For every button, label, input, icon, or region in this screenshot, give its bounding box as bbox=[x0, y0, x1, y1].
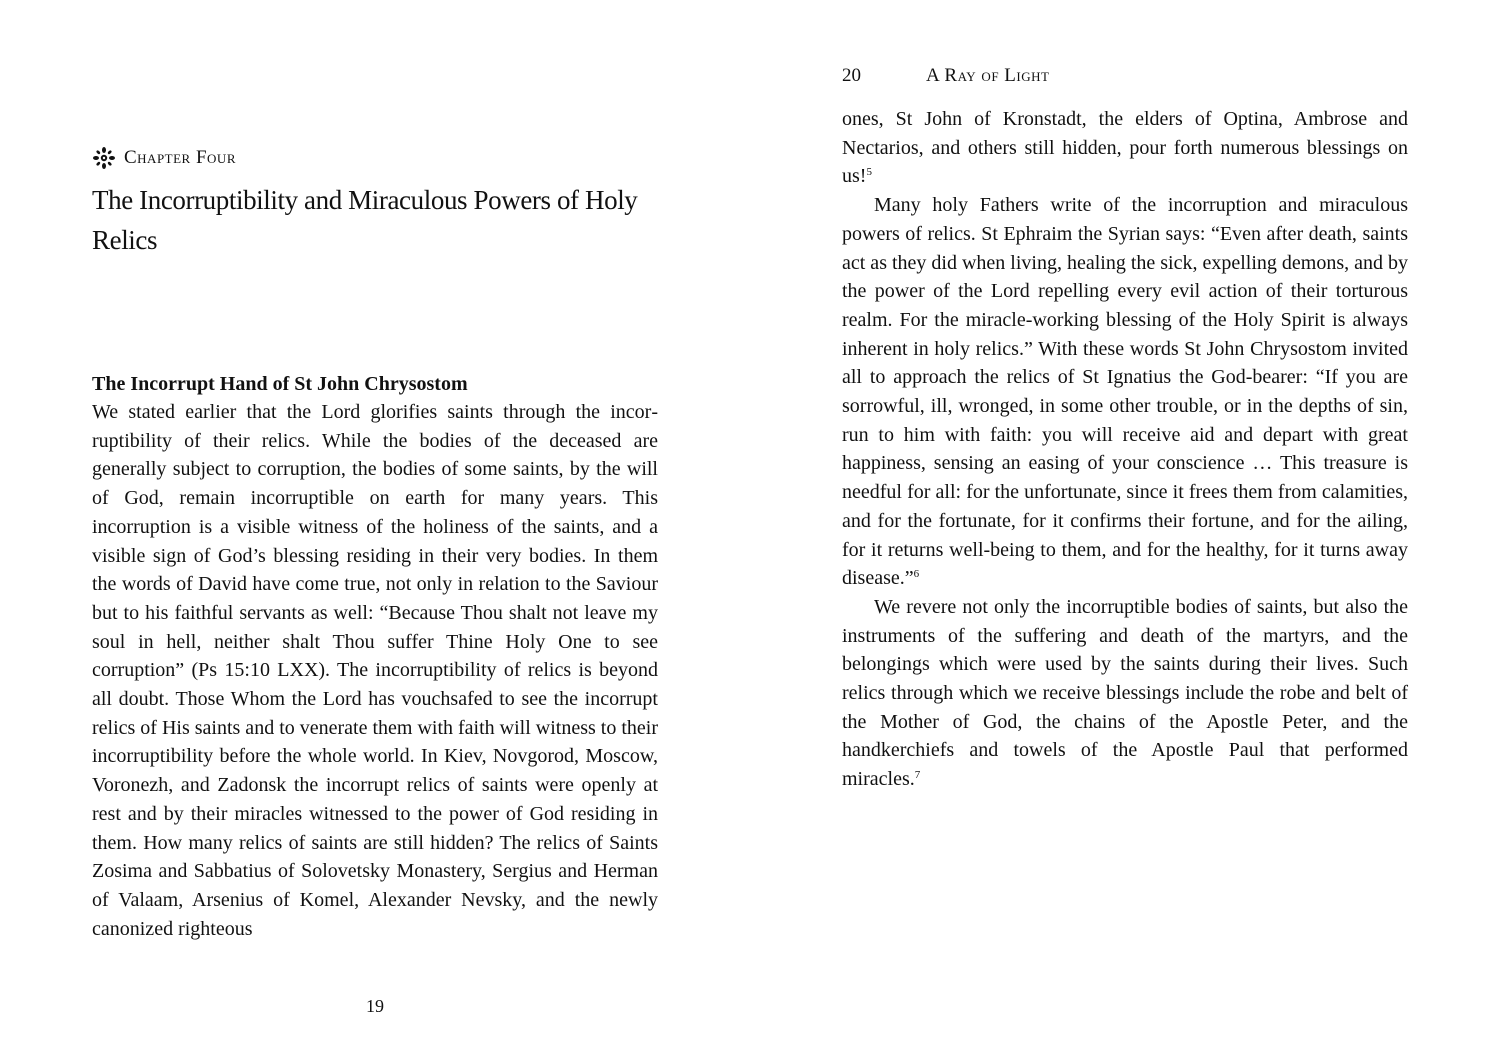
paragraph: We stated earlier that the Lord glorifies saints through the incorruptibility of their relics. While the bodies of the deceased are generally subject to corruption, the bodies of some saints, by the will of God, remain incorruptible on earth for many years. This incorruption is a visible witness of the holiness of the saints, and a visible sign of God’s blessing residing in their very bodies. In them the words of David have come true, not only in relation to the Saviour but to his faithful servants as well: “Because Thou shalt not leave my soul in hell, neither shalt Thou suffer Thine Holy One to see corruption” (Ps 15:10 LXX). The incorruptibility of relics is beyond all doubt. Those Whom the Lord has vouchsafed to see the incorrupt relics of His saints and to venerate them with faith will witness to their incorruptibility before the whole world. In Kiev, Novgorod, Moscow, Voronezh, and Zadonsk the incorrupt relics of saints were openly at rest and by their miracles witnessed to the power of God residing in them. How many relics of saints are still hidden? The relics of Saints Zosima and Sabbatius of Solovetsky Monastery, Sergius and Herman of Valaam, Arsenius of Komel, Alexander Nevsky, and the newly canonized righteous bbox=[92, 401, 658, 940]
running-head bbox=[842, 65, 1049, 87]
paragraph bbox=[842, 593, 1408, 794]
chapter-label bbox=[92, 146, 236, 170]
footnote-marker[interactable]: 5 bbox=[866, 166, 872, 179]
right-page bbox=[750, 0, 1500, 1056]
left-body-text bbox=[92, 398, 658, 943]
paragraph bbox=[842, 105, 1408, 191]
paragraph-text: ones, St John of Kronstadt, the elders of Optina, Ambrose and Nectarios, and others still hidden, pour forth numerous blessings on us! bbox=[842, 108, 1408, 188]
footnote-marker[interactable]: 6 bbox=[913, 568, 920, 581]
page-number: 19 bbox=[366, 996, 384, 1016]
footnote-marker[interactable]: 7 bbox=[914, 769, 921, 782]
paragraph bbox=[842, 191, 1408, 593]
running-head-title: A Ray of Light bbox=[926, 65, 1050, 86]
section-heading: The Incorrupt Hand of St John Chrysostom bbox=[92, 373, 468, 395]
page-number: 20 bbox=[842, 65, 861, 86]
paragraph-text: We revere not only the incorruptible bodies of saints, but also the instruments of the suffering and death of the martyrs, and the belongings which were used by the saints during their lives. Such relics through which we receive blessings include the robe and belt of the Mother of God, the chains of the Apostle Peter, and the handkerchiefs and towels of the Apostle Paul that performed miracles. bbox=[842, 595, 1408, 791]
paragraph-text: Many holy Fathers write of the incorruption and miraculous powers of relics. St Ephraim the Syrian says: “Even after death, saints act as they did when living, healing the sick, expelling demons, and by the power of the Lord repelling every evil action of their torturous realm. For the miracle-working blessing of the Holy Spirit is always inherent in holy relics.” With these words St John Chrysostom invited all to approach the relics of St Ignatius the God-bearer: “If you are sorrowful, ill, wronged, in some other trouble, or in the depths of sin, run to him with faith: you will receive aid and depart with great happiness, sensing an easing of your conscience … This treasure is needful for all: for the unfortunate, since it frees them from calamities, and for the fortunate, for it confirms their fortune, and for the ailing, for it returns well-being to them, and for the healthy, for it turns away disease.” bbox=[842, 194, 1408, 590]
chapter-title: The Incorruptibility and Miraculous Powers of Holy Relics bbox=[92, 185, 638, 255]
right-body-text bbox=[842, 105, 1408, 794]
flower-ornament-icon bbox=[92, 146, 116, 170]
chapter-label-text: Chapter Four bbox=[124, 147, 236, 168]
